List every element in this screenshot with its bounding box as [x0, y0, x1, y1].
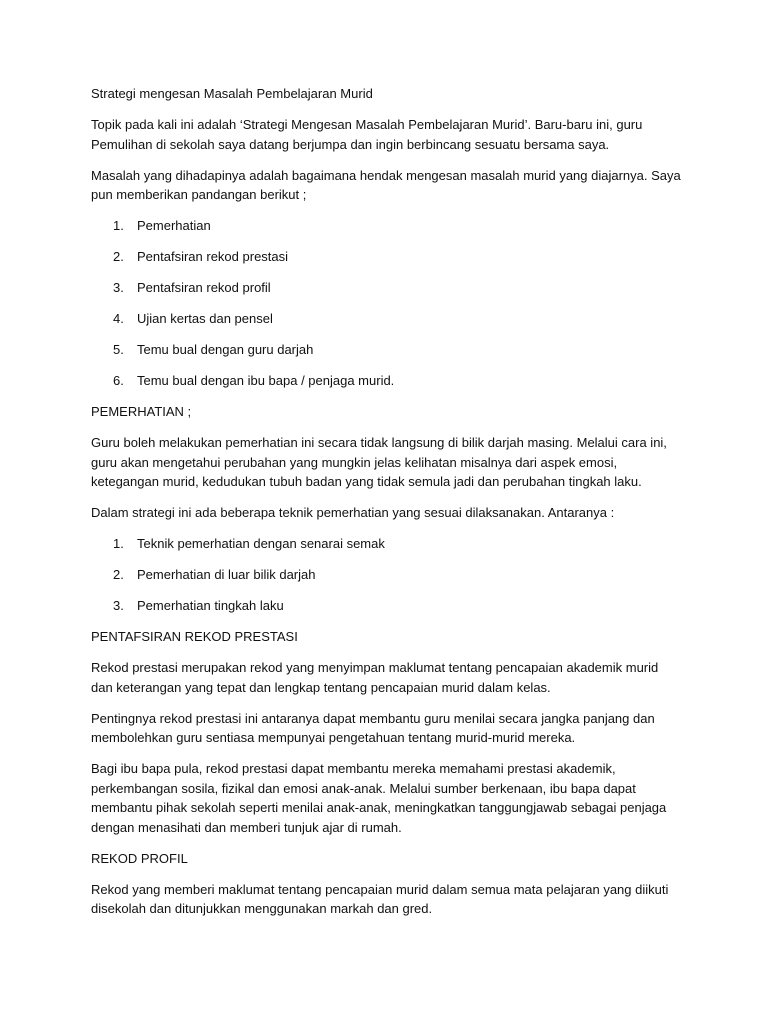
list-item: [91, 565, 681, 585]
list-item: [91, 216, 681, 236]
strategy-list: [91, 216, 681, 391]
list-item: [91, 340, 681, 360]
pemerhatian-paragraph-2: Dalam strategi ini ada beberapa teknik pemerhatian yang sesuai dilaksanakan. Antaranya :: [91, 505, 615, 520]
document-page: [91, 84, 681, 930]
section-heading-rekod-prestasi: PENTAFSIRAN REKOD PRESTASI: [91, 629, 298, 644]
list-item-text: Pentafsiran rekod prestasi: [137, 249, 289, 264]
list-number: 2.: [113, 249, 124, 264]
list-item-text: Temu bual dengan ibu bapa / penjaga murid.: [137, 373, 395, 388]
list-item: [91, 309, 681, 329]
document-title: Strategi mengesan Masalah Pembelajaran Murid: [91, 86, 373, 101]
list-number: 1.: [113, 536, 124, 551]
list-item: [91, 534, 681, 554]
list-item-text: Pemerhatian di luar bilik darjah: [137, 567, 316, 582]
list-item: [91, 596, 681, 616]
list-item-text: Teknik pemerhatian dengan senarai semak: [137, 536, 385, 551]
rekod-prestasi-paragraph-1: Rekod prestasi merupakan rekod yang menyimpan maklumat tentang pencapaian akademik murid dan keterangan yang tepat dan lengkap tentang pencapaian murid dalam kelas.: [91, 660, 659, 695]
list-number: 2.: [113, 567, 124, 582]
list-item: [91, 278, 681, 298]
list-item-text: Ujian kertas dan pensel: [137, 311, 273, 326]
intro-paragraph-1: Topik pada kali ini adalah ‘Strategi Mengesan Masalah Pembelajaran Murid’. Baru-baru ini, guru Pemulihan di sekolah saya datang berjumpa dan ingin berbincang sesuatu bersama saya.: [91, 117, 643, 152]
list-item-text: Pemerhatian: [137, 218, 211, 233]
intro-paragraph-2: Masalah yang dihadapinya adalah bagaimana hendak mengesan masalah murid yang diajarnya. Saya pun memberikan pandangan berikut ;: [91, 167, 681, 202]
list-number: 6.: [113, 373, 124, 388]
rekod-prestasi-paragraph-3: Bagi ibu bapa pula, rekod prestasi dapat membantu mereka memahami prestasi akademik, perkembangan sosila, fizikal dan emosi anak-anak. Melalui sumber berkenaan, ibu bapa dapat membantu pihak sekolah seperti menilai anak-anak, meningkatkan tanggungjawab sebagai penjaga dengan menasihati dan memberi tunjuk ajar di rumah.: [91, 761, 667, 835]
section-heading-pemerhatian: PEMERHATIAN ;: [91, 404, 192, 419]
list-number: 1.: [113, 218, 124, 233]
list-number: 4.: [113, 311, 124, 326]
list-number: 3.: [113, 280, 124, 295]
list-item-text: Pemerhatian tingkah laku: [137, 598, 284, 613]
list-item: [91, 371, 681, 391]
section-heading-rekod-profil: REKOD PROFIL: [91, 850, 188, 866]
list-item-text: Temu bual dengan guru darjah: [137, 342, 314, 357]
technique-list: [91, 534, 681, 616]
list-number: 3.: [113, 598, 124, 613]
pemerhatian-paragraph-1: Guru boleh melakukan pemerhatian ini secara tidak langsung di bilik darjah masing. Melalui cara ini, guru akan mengetahui perubahan yang mungkin jelas kelihatan misalnya dari aspek emosi, ketegangan murid, kedudukan tubuh badan yang tidak semula jadi dan perubahan tingkah laku.: [91, 435, 667, 489]
rekod-profil-paragraph-1: Rekod yang memberi maklumat tentang pencapaian murid dalam semua mata pelajaran yang diikuti disekolah dan ditunjukkan menggunakan markah dan gred.: [91, 881, 669, 916]
list-item-text: Pentafsiran rekod profil: [137, 280, 271, 295]
list-item: [91, 247, 681, 267]
rekod-prestasi-paragraph-2: Pentingnya rekod prestasi ini antaranya dapat membantu guru menilai secara jangka panjang dan membolehkan guru sentiasa mempunyai pengetahuan tentang murid-murid mereka.: [91, 710, 655, 745]
list-number: 5.: [113, 342, 124, 357]
